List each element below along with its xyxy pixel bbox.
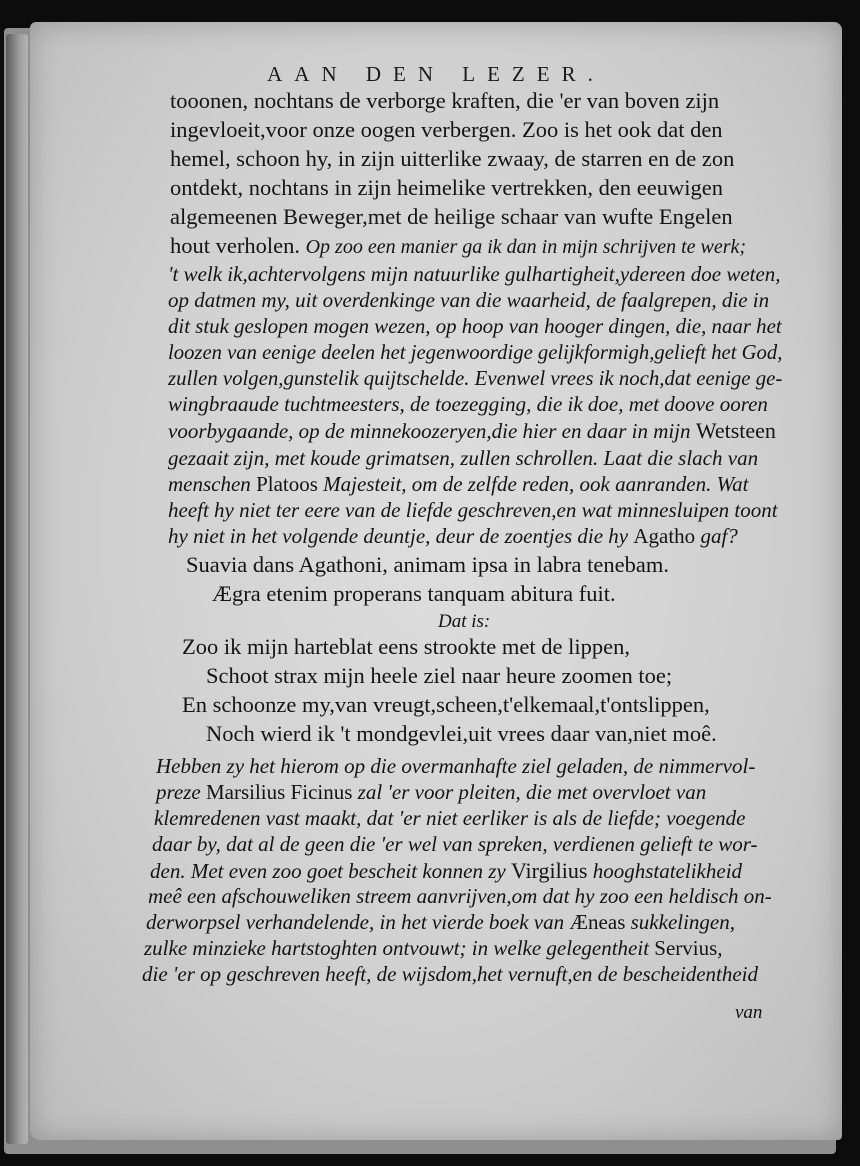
text-line: tooonen, nochtans de verborge kraften, die 'er van boven zijn	[170, 88, 720, 113]
text-line: hemel, schoon hy, in zijn uitterlike zwaay, de starren en de zon	[170, 146, 735, 171]
text-line: wingbraaude tuchtmeesters, de toezegging, die ik doe, met doove ooren	[168, 392, 768, 416]
text-line: voorbygaande, op de minnekoozeryen,die hier en daar in mijn Wetsteen	[168, 418, 776, 443]
text-line: meê een afschouweliken streem aanvrijven,om dat hy zoo een heldisch on-	[148, 884, 772, 908]
verse-line-latin: Suavia dans Agathoni, animam ipsa in labra tenebam.	[186, 552, 670, 577]
text-line: menschen Platoos Majesteit, om de zelfde reden, ook aanranden. Wat	[168, 472, 749, 496]
text-line: zulke minzieke hartstoghten ontvouwt; in welke gelegentheit Servius,	[144, 936, 723, 960]
text-line: derworpsel verhandelende, in het vierde boek van Æneas sukkelingen,	[146, 910, 735, 934]
catchword: van	[735, 1002, 763, 1023]
text-line: ontdekt, nochtans in zijn heimelike vertrekken, den eeuwigen	[170, 175, 723, 200]
text-line: zullen volgen,gunstelik quijtschelde. Evenwel vrees ik noch,dat eenige ge-	[168, 366, 783, 390]
text-line: preze Marsilius Ficinus zal 'er voor pleiten, die met overvloet van	[156, 780, 707, 804]
text-line: Hebben zy het hierom op die overmanhafte ziel geladen, de nimmervol-	[156, 754, 756, 778]
verse-line-dutch: En schoonze my,van vreugt,scheen,t'elkemaal,t'ontslippen,	[182, 692, 710, 717]
text-line: heeft hy niet ter eere van de liefde geschreven,en wat minnesluipen toont	[168, 498, 778, 522]
verse-line-dutch: Noch wierd ik 't mondgevlei,uit vrees daar van,niet moê.	[206, 721, 717, 746]
verse-line-dutch: Schoot strax mijn heele ziel naar heure zoomen toe;	[206, 663, 673, 688]
text-line: dit stuk geslopen mogen wezen, op hoop van hooger dingen, die, naar het	[168, 314, 782, 338]
text-line: op datmen my, uit overdenkinge van die waarheid, de faalgrepen, die in	[168, 288, 770, 312]
text-line: hout verholen. Op zoo een manier ga ik dan in mijn schrijven te werk;	[170, 233, 747, 258]
text-line: ingevloeit,voor onze oogen verbergen. Zoo is het ook dat den	[170, 117, 723, 142]
text-line: loozen van eenige deelen het jegenwoordige gelijkformigh,gelieft het God,	[168, 340, 783, 364]
verse-line-latin: Ægra etenim properans tanquam abitura fuit.	[212, 581, 616, 606]
text-line: die 'er op geschreven heeft, de wijsdom,het vernuft,en de bescheidentheid	[142, 962, 759, 986]
text-line: daar by, dat al de geen die 'er wel van spreken, verdienen gelieft te wor-	[152, 832, 758, 856]
text-line: klemredenen vast maakt, dat 'er niet eerliker is als de liefde; voegende	[154, 806, 746, 830]
verse-line-dutch: Zoo ik mijn harteblat eens strookte met de lippen,	[182, 634, 631, 659]
text-line: hy niet in het volgende deuntje, deur de zoentjes die hy Agatho gaf?	[168, 524, 738, 548]
text-line: gezaait zijn, met koude grimatsen, zullen schrollen. Laat die slach van	[168, 446, 759, 470]
text-line: 't welk ik,achtervolgens mijn natuurlike gulhartigheit,ydereen doe weten,	[168, 262, 781, 286]
text-line: algemeenen Beweger,met de heilige schaar van wufte Engelen	[170, 204, 733, 229]
book-page	[30, 22, 842, 1140]
book-spine-edge	[6, 34, 28, 1144]
dat-is-label: Dat is:	[438, 611, 491, 632]
running-header: AAN DEN LEZER.	[267, 62, 605, 86]
text-line: den. Met even zoo goet bescheit konnen zy Virgilius hooghstatelikheid	[150, 858, 743, 883]
